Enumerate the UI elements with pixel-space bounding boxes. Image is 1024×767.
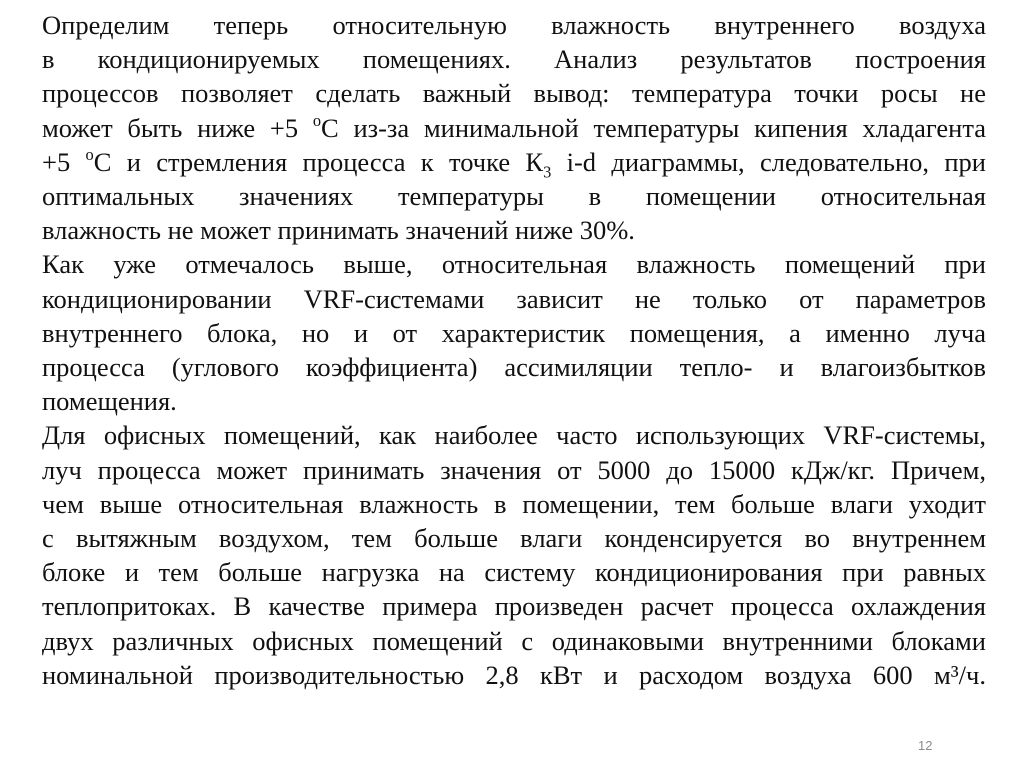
paragraph-office-example <box>42 418 986 692</box>
text-line: блоке и тем больше нагрузка на систему кондиционирования при равных <box>42 557 986 588</box>
text-line: теплопритоках. В качестве примера произведен расчет процесса охлаждения <box>42 591 986 622</box>
text-line: оптимальных значениях температуры в помещении относительная <box>42 181 986 212</box>
text-line: чем выше относительная влажность в помещении, тем больше влаги уходит <box>42 488 986 519</box>
paragraph-dew-point <box>42 8 986 247</box>
text-run: +5 <box>42 146 86 177</box>
text-line: влажность не может принимать значений ниже 30%. <box>42 215 635 246</box>
text-line: Как уже отмечалось выше, относительная влажность помещений при <box>42 249 986 280</box>
text-line: кондиционировании VRF-системами зависит не только от параметров <box>42 283 986 314</box>
text-line: процессов позволяет сделать важный вывод: температура точки росы не <box>42 78 986 109</box>
text-line: внутреннего блока, но и от характеристик помещения, а именно луча <box>42 317 986 348</box>
text-run: С из-за минимальной температуры кипения хладагента <box>321 112 986 143</box>
text-line: процесса (углового коэффициента) ассимиляции тепло- и влагоизбытков <box>42 352 986 383</box>
text-line <box>42 111 986 145</box>
paragraph-room-humidity <box>42 247 986 418</box>
text-line: Определим теперь относительную влажность внутреннего воздуха <box>42 10 986 40</box>
text-run: может быть ниже +5 <box>42 112 313 143</box>
text-line: с вытяжным воздухом, тем больше влаги конденсируется во внутреннем <box>42 523 986 554</box>
text-line: помещения. <box>42 386 177 417</box>
text-line: луч процесса может принимать значения от 5000 до 15000 кДж/кг. Причем, <box>42 454 986 485</box>
text-line: Для офисных помещений, как наиболее часто использующих VRF-системы, <box>42 420 986 451</box>
degree-superscript: о <box>312 110 322 130</box>
degree-superscript: о <box>85 145 94 165</box>
page-number: 12 <box>918 738 933 753</box>
text-line: в кондиционируемых помещениях. Анализ результатов построения <box>42 44 986 75</box>
text-line: номинальной производительностью 2,8 кВт и расходом воздуха 600 м³/ч. <box>42 659 986 690</box>
text-line <box>42 145 986 182</box>
text-run: i-d диаграммы, следовательно, при <box>551 146 986 177</box>
point-subscript: 3 <box>543 162 552 182</box>
text-line: двух различных офисных помещений с одинаковыми внутренними блоками <box>42 625 986 656</box>
body-text <box>42 8 986 692</box>
text-run: С и стремления процесса к точке К <box>93 146 544 177</box>
